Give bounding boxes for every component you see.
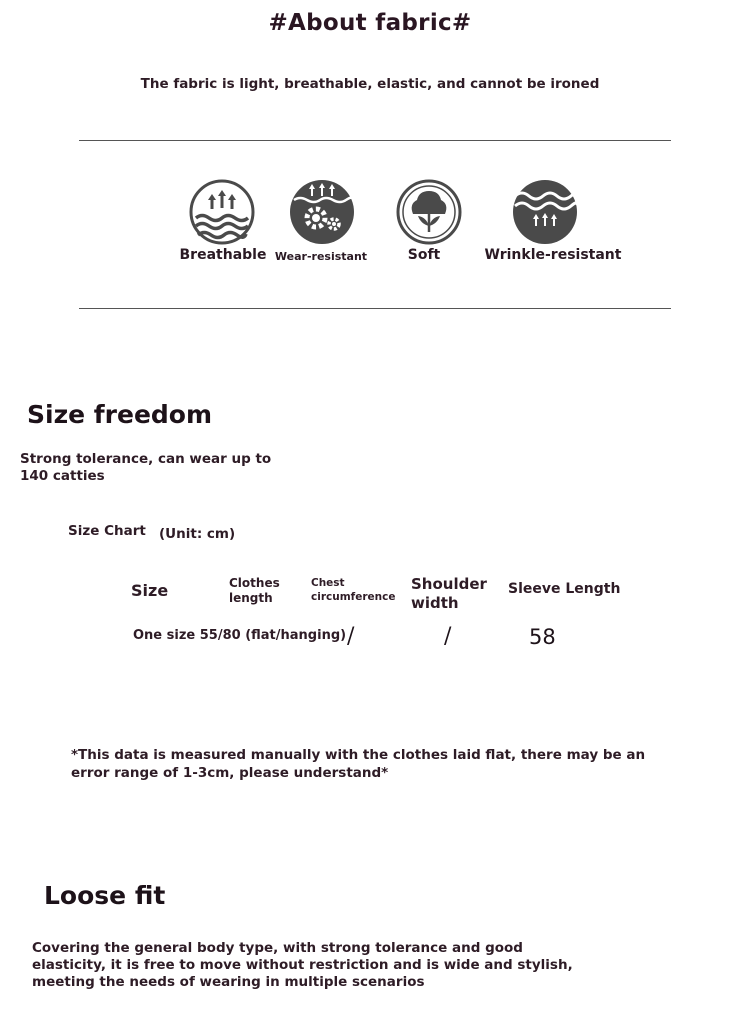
breathable-icon bbox=[188, 178, 256, 246]
size-chart-label: Size Chart bbox=[68, 523, 146, 539]
wear-resistant-icon bbox=[288, 178, 356, 246]
wrinkle-resistant-icon bbox=[511, 178, 579, 246]
bottom-divider bbox=[79, 308, 671, 309]
feature-label-soft: Soft bbox=[407, 247, 441, 263]
fabric-description: The fabric is light, breathable, elastic, and cannot be ironed bbox=[140, 76, 600, 92]
feature-label-wear-resistant: Wear-resistant bbox=[274, 250, 368, 263]
fabric-title: #About fabric# bbox=[268, 10, 472, 36]
table-cell-sleeve-length: 58 bbox=[529, 625, 556, 649]
top-divider bbox=[79, 140, 671, 141]
loose-fit-text: Covering the general body type, with strong tolerance and good elasticity, it is free to move without restriction and is wide and stylish, meeting the needs of wearing in multiple scenarios bbox=[32, 940, 573, 990]
table-header-sleeve-length: Sleeve Length bbox=[508, 581, 621, 597]
soft-icon bbox=[395, 178, 463, 246]
size-chart-unit: (Unit: cm) bbox=[159, 526, 236, 542]
table-header-chest-circumference: Chest circumference bbox=[311, 577, 396, 603]
measurement-note: *This data is measured manually with the clothes laid flat, there may be an error range of 1-3cm, please understand* bbox=[71, 747, 646, 781]
table-header-size: Size bbox=[131, 581, 169, 600]
loose-fit-title: Loose fit bbox=[44, 881, 166, 910]
table-header-clothes-length: Clothes length bbox=[229, 576, 280, 605]
table-cell-size: One size 55/80 (flat/hanging) bbox=[133, 628, 347, 643]
table-cell-shoulder-width: / bbox=[444, 624, 452, 649]
feature-label-breathable: Breathable bbox=[179, 247, 267, 263]
table-cell-clothes-length: / bbox=[347, 624, 355, 649]
size-freedom-title: Size freedom bbox=[27, 400, 213, 429]
size-freedom-text: Strong tolerance, can wear up to 140 catties bbox=[20, 451, 272, 484]
table-header-shoulder-width: Shoulder width bbox=[411, 575, 487, 612]
feature-label-wrinkle-resistant: Wrinkle-resistant bbox=[484, 247, 622, 263]
